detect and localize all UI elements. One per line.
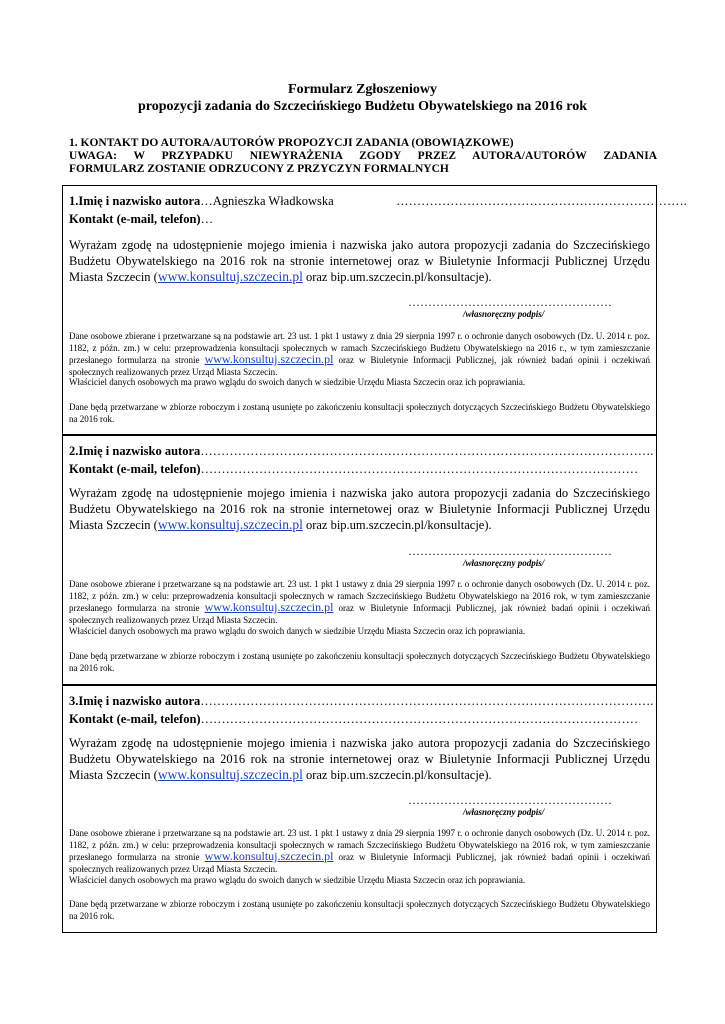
name-dots: ………………………………………………………………………………………………. bbox=[200, 444, 654, 458]
author-block-2 bbox=[62, 435, 657, 685]
privacy-link[interactable]: www.konsultuj.szczecin.pl bbox=[204, 849, 334, 863]
form-subtitle: propozycji zadania do Szczecińskiego Budżetu Obywatelskiego na 2016 rok bbox=[137, 99, 588, 114]
signature-caption-2: /własnoręczny podpis/ bbox=[463, 558, 545, 568]
contact-dots: …………………………………………………………………………………………… bbox=[200, 712, 639, 726]
privacy-text-1 bbox=[69, 331, 650, 378]
signature-line-3[interactable]: …………………………………………… bbox=[408, 793, 612, 807]
contact-row-3[interactable] bbox=[69, 712, 650, 727]
privacy-before: Dane osobowe zbierane i przetwarzane są na podstawie art. 23 ust. 1 pkt 1 ustawy z dnia 29 sierpnia 1997 r. o ochronie danych osobowych (Dz. U. 2014 r. poz. 1182, z późn. zm.) w celu: przeprowadzenia konsultacji społecznych w ramach Szczecińskiego Budżetu Obywatelskiego na 2016 r., w tym zamieszczanie przesłanego formularza na stronie bbox=[69, 331, 650, 365]
consent-link[interactable]: www.konsultuj.szczecin.pl bbox=[157, 269, 303, 284]
name-label: 3.Imię i nazwisko autora bbox=[69, 694, 201, 708]
privacy-text-3 bbox=[69, 828, 650, 875]
retention-3: Dane będą przetwarzane w zbiorze roboczym i zostaną usunięte po zakończeniu konsultacji społecznych dotyczących Szczecińskiego Budżetu Obywatelskiego na 2016 rok. bbox=[69, 899, 650, 921]
contact-row-1[interactable] bbox=[69, 212, 650, 227]
signature-caption-1: /własnoręczny podpis/ bbox=[463, 309, 545, 319]
warning-line-2: FORMULARZ ZOSTANIE ODRZUCONY Z PRZYCZYN FORMALNYCH bbox=[69, 163, 449, 175]
contact-label: Kontakt (e-mail, telefon) bbox=[69, 212, 201, 226]
consent-text-3 bbox=[69, 735, 650, 783]
consent-link[interactable]: www.konsultuj.szczecin.pl bbox=[157, 517, 303, 532]
owner-rights-2: Właściciel danych osobowych ma prawo wglądu do swoich danych w siedzibie Urzędu Miasta Szczecin oraz ich poprawiania. bbox=[69, 626, 526, 636]
privacy-after: oraz w Biuletynie Informacji Publicznej, jak również badań opinii i oczekiwań społecznych realizowanych przez Urząd Miasta Szczecin. bbox=[69, 852, 650, 874]
privacy-link[interactable]: www.konsultuj.szczecin.pl bbox=[204, 352, 334, 366]
consent-link[interactable]: www.konsultuj.szczecin.pl bbox=[157, 767, 303, 782]
consent-before: Wyrażam zgodę na udostępnienie mojego imienia i nazwiska jako autora propozycji zadania do Szczecińskiego Budżetu Obywatelskiego na 2016 rok na stronie internetowej oraz w Biuletynie Informacji Publicznej Urzędu Miasta Szczecin ( bbox=[69, 736, 650, 782]
name-dots: ………………………………………………………………………………………………. bbox=[200, 694, 654, 708]
name-row-3[interactable] bbox=[69, 694, 654, 709]
contact-dots: …………………………………………………………………………………………… bbox=[200, 462, 639, 476]
privacy-before: Dane osobowe zbierane i przetwarzane są na podstawie art. 23 ust. 1 pkt 1 ustawy z dnia 29 sierpnia 1997 r. o ochronie danych osobowych (Dz. U. 2014 r. poz. 1182, z późn. zm.) w celu: przeprowadzenia konsultacji społecznych w ramach Szczecińskiego Budżetu Obywatelskiego na 2016 rok, w tym zamieszczanie przesłanego formularza na stronie bbox=[69, 579, 650, 613]
privacy-link[interactable]: www.konsultuj.szczecin.pl bbox=[204, 600, 334, 614]
signature-caption-3: /własnoręczny podpis/ bbox=[463, 807, 545, 817]
name-dots: ……………………………………………………………. bbox=[333, 194, 687, 208]
signature-line-1[interactable]: …………………………………………… bbox=[408, 295, 612, 309]
warning-line-1: UWAGA: W PRZYPADKU NIEWYRAŻENIA ZGODY PRZEZ AUTORA/AUTORÓW ZADANIA bbox=[69, 150, 657, 162]
owner-rights-1: Właściciel danych osobowych ma prawo wglądu do swoich danych w siedzibie Urzędu Miasta Szczecin oraz ich poprawiania. bbox=[69, 377, 526, 387]
privacy-after: oraz w Biuletynie Informacji Publicznej, jak również badań opinii i oczekiwań społecznych realizowanych przez Urząd Miasta Szczecin. bbox=[69, 355, 650, 377]
consent-text-2 bbox=[69, 485, 650, 533]
privacy-after: oraz w Biuletynie Informacji Publicznej, jak również badań opinii i oczekiwań społecznych realizowanych przez Urząd Miasta Szczecin. bbox=[69, 603, 650, 625]
signature-line-2[interactable]: …………………………………………… bbox=[408, 544, 612, 558]
contact-dots: … bbox=[200, 212, 214, 226]
name-label: 1.Imię i nazwisko autora bbox=[69, 194, 201, 208]
consent-before: Wyrażam zgodę na udostępnienie mojego imienia i nazwiska jako autora propozycji zadania do Szczecińskiego Budżetu Obywatelskiego na 2016 rok na stronie internetowej oraz w Biuletynie Informacji Publicznej Urzędu Miasta Szczecin ( bbox=[69, 486, 650, 532]
consent-after: oraz bip.um.szczecin.pl/konsultacje). bbox=[302, 768, 492, 782]
name-value[interactable]: …Agnieszka Władkowska bbox=[200, 194, 334, 208]
author-block-3 bbox=[62, 685, 657, 933]
retention-1: Dane będą przetwarzane w zbiorze roboczym i zostaną usunięte po zakończeniu konsultacji społecznych dotyczących Szczecińskiego Budżetu Obywatelskiego na 2016 rok. bbox=[69, 402, 650, 424]
retention-2: Dane będą przetwarzane w zbiorze roboczym i zostaną usunięte po zakończeniu konsultacji społecznych dotyczących Szczecińskiego Budżetu Obywatelskiego na 2016 rok. bbox=[69, 651, 650, 673]
form-title: Formularz Zgłoszeniowy bbox=[288, 82, 437, 97]
consent-after: oraz bip.um.szczecin.pl/konsultacje). bbox=[302, 270, 492, 284]
name-row-1[interactable] bbox=[69, 194, 687, 209]
consent-after: oraz bip.um.szczecin.pl/konsultacje). bbox=[302, 518, 492, 532]
section-heading: 1. KONTAKT DO AUTORA/AUTORÓW PROPOZYCJI ZADANIA (OBOWIĄZKOWE) bbox=[69, 137, 514, 149]
privacy-before: Dane osobowe zbierane i przetwarzane są na podstawie art. 23 ust. 1 pkt 1 ustawy z dnia 29 sierpnia 1997 r. o ochronie danych osobowych (Dz. U. 2014 r. poz. 1182, z późn. zm.) w celu: przeprowadzenia konsultacji społecznych w ramach Szczecińskiego Budżetu Obywatelskiego na 2016 rok, w tym zamieszczanie przesłanego formularza na stronie bbox=[69, 828, 650, 862]
owner-rights-3: Właściciel danych osobowych ma prawo wglądu do swoich danych w siedzibie Urzędu Miasta Szczecin oraz ich poprawiania. bbox=[69, 875, 526, 885]
contact-label: Kontakt (e-mail, telefon) bbox=[69, 462, 201, 476]
name-row-2[interactable] bbox=[69, 444, 654, 459]
consent-text-1 bbox=[69, 237, 650, 285]
contact-row-2[interactable] bbox=[69, 462, 650, 477]
name-label: 2.Imię i nazwisko autora bbox=[69, 444, 201, 458]
author-block-1 bbox=[62, 185, 687, 435]
consent-before: Wyrażam zgodę na udostępnienie mojego imienia i nazwiska jako autora propozycji zadania do Szczecińskiego Budżetu Obywatelskiego na 2016 rok na stronie internetowej oraz w Biuletynie Informacji Publicznej Urzędu Miasta Szczecin ( bbox=[69, 238, 650, 284]
privacy-text-2 bbox=[69, 579, 650, 626]
contact-label: Kontakt (e-mail, telefon) bbox=[69, 712, 201, 726]
